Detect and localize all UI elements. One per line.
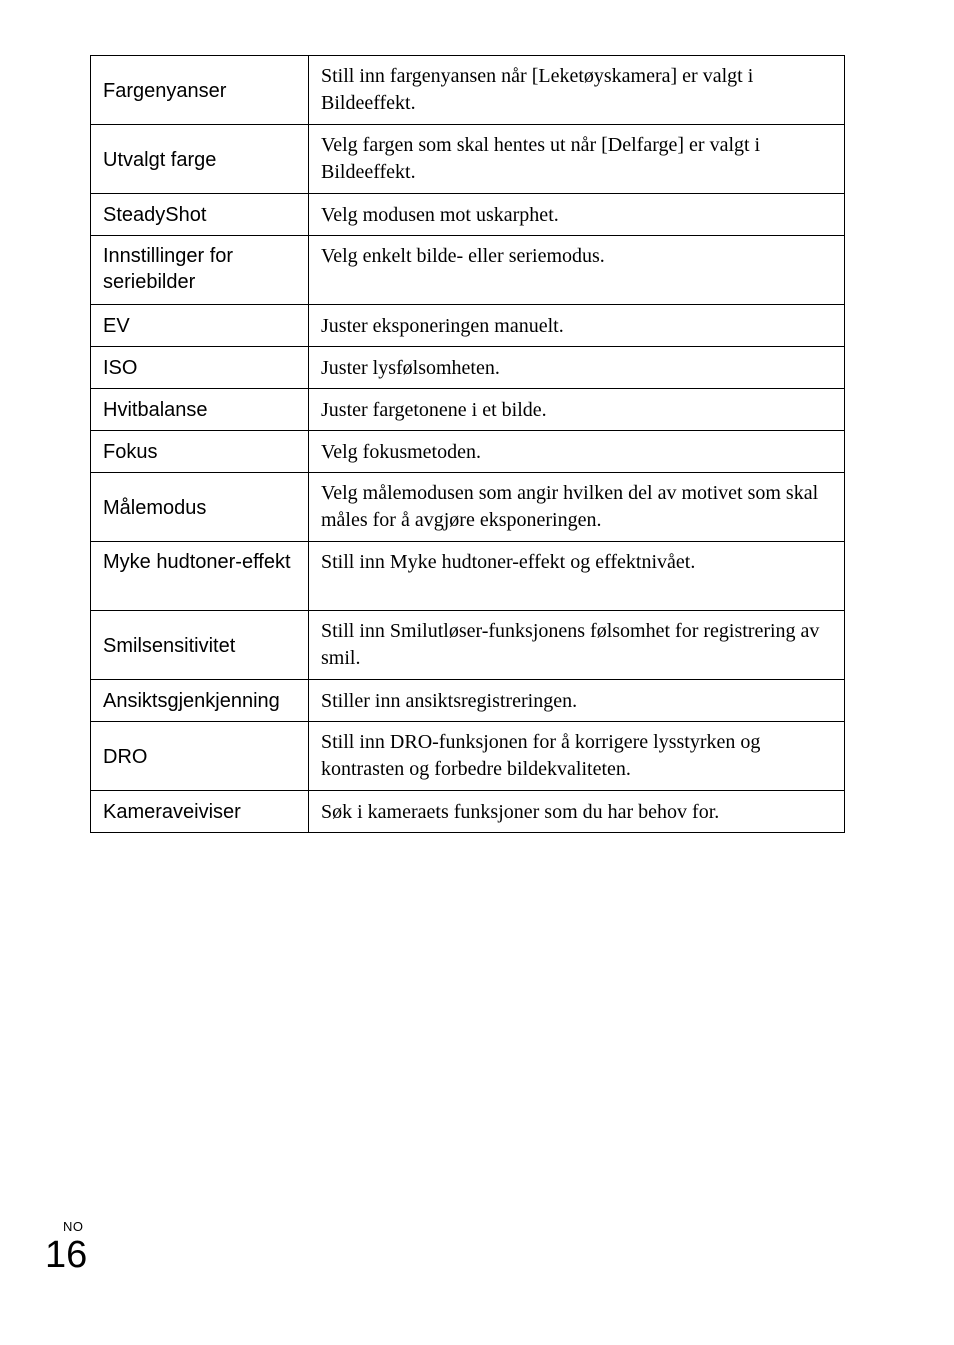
setting-description: Juster lysfølsomheten.: [309, 347, 845, 389]
table-row: [91, 680, 845, 722]
table-row: [91, 473, 845, 542]
setting-description: Still inn Smilutløser-funksjonens følsomhet for registrering av smil.: [309, 611, 845, 680]
setting-name: Innstillinger for seriebilder: [91, 236, 309, 305]
table-row: [91, 431, 845, 473]
language-code: NO: [63, 1219, 84, 1234]
table-row: [91, 194, 845, 236]
setting-name: Myke hudtoner-effekt: [91, 542, 309, 611]
table-row: [91, 611, 845, 680]
setting-name: Fargenyanser: [91, 56, 309, 125]
table-row: [91, 389, 845, 431]
setting-description: Velg fokusmetoden.: [309, 431, 845, 473]
setting-description: Velg enkelt bilde- eller seriemodus.: [309, 236, 845, 305]
setting-description: Søk i kameraets funksjoner som du har behov for.: [309, 791, 845, 833]
table-row: [91, 347, 845, 389]
setting-description: Velg modusen mot uskarphet.: [309, 194, 845, 236]
table-row: [91, 722, 845, 791]
table-row: [91, 236, 845, 305]
setting-description: Still inn Myke hudtoner-effekt og effektnivået.: [309, 542, 845, 611]
setting-description: Juster fargetonene i et bilde.: [309, 389, 845, 431]
setting-description: Velg fargen som skal hentes ut når [Delfarge] er valgt i Bildeeffekt.: [309, 125, 845, 194]
table-row: [91, 791, 845, 833]
setting-name: SteadyShot: [91, 194, 309, 236]
setting-name: Ansiktsgjenkjenning: [91, 680, 309, 722]
setting-description: Still inn fargenyansen når [Leketøyskamera] er valgt i Bildeeffekt.: [309, 56, 845, 125]
setting-name: ISO: [91, 347, 309, 389]
setting-name: Smilsensitivitet: [91, 611, 309, 680]
table-row: [91, 56, 845, 125]
setting-name: Målemodus: [91, 473, 309, 542]
settings-table: [90, 55, 845, 833]
setting-description: Juster eksponeringen manuelt.: [309, 305, 845, 347]
setting-name: Hvitbalanse: [91, 389, 309, 431]
setting-description: Stiller inn ansiktsregistreringen.: [309, 680, 845, 722]
setting-description: Velg målemodusen som angir hvilken del av motivet som skal måles for å avgjøre eksponeringen.: [309, 473, 845, 542]
setting-name: Utvalgt farge: [91, 125, 309, 194]
setting-name: EV: [91, 305, 309, 347]
setting-name: Kameraveiviser: [91, 791, 309, 833]
table-row: [91, 542, 845, 611]
table-row: [91, 125, 845, 194]
table-row: [91, 305, 845, 347]
setting-name: Fokus: [91, 431, 309, 473]
setting-name: DRO: [91, 722, 309, 791]
page-number: 16: [45, 1234, 88, 1276]
setting-description: Still inn DRO-funksjonen for å korrigere lysstyrken og kontrasten og forbedre bildekvaliteten.: [309, 722, 845, 791]
